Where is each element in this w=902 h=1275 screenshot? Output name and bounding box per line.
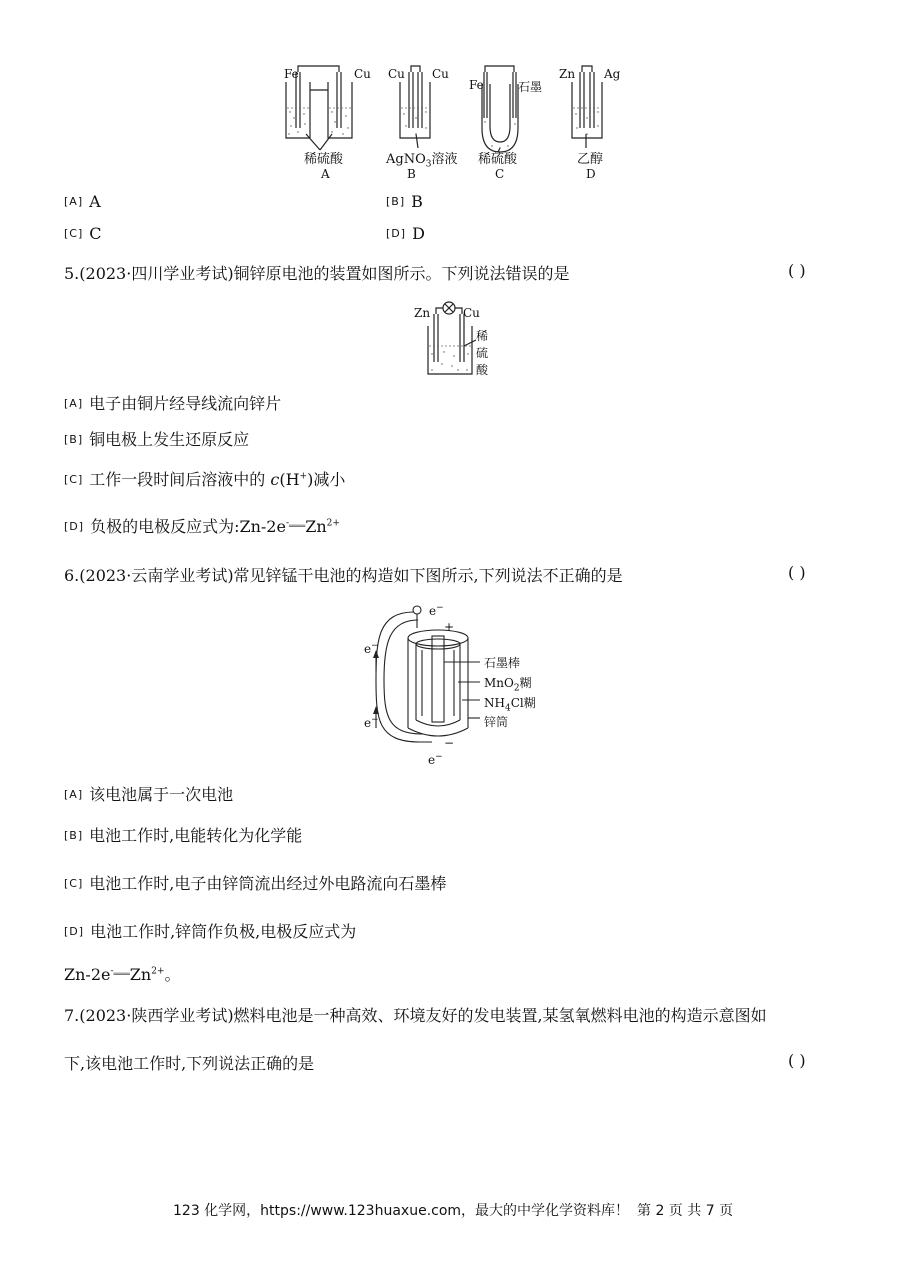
option-text: 铜电极上发生还原反应 [89, 430, 250, 449]
electrode-label: Zn [414, 306, 431, 320]
option-text: )减小 [307, 470, 346, 489]
option-tag: [B] [64, 433, 84, 446]
option-a[interactable] [64, 192, 101, 211]
footer-page-number: 第 2 页 共 7 页 [637, 1203, 734, 1219]
solution-label: 稀硫酸 [304, 152, 344, 167]
option-b[interactable] [386, 192, 423, 211]
solution-label: 稀硫酸 [478, 152, 518, 167]
option-text: 电子由铜片经导线流向锌片 [89, 394, 282, 413]
option-tag: [C] [64, 877, 84, 890]
option-c[interactable] [64, 467, 345, 490]
electrode-label: Cu [463, 306, 480, 320]
option-tag: [D] [64, 520, 85, 533]
question-6-stem: 6.(2023·云南学业考试)常见锌锰干电池的构造如下图所示,下列说法不正确的是 [64, 566, 623, 585]
option-text: 该电池属于一次电池 [89, 785, 234, 804]
figure-letter: B [407, 167, 416, 181]
option-text: B [411, 192, 423, 211]
option-tag: [A] [64, 195, 84, 208]
option-tag: [D] [386, 227, 407, 240]
option-tag: [A] [64, 397, 84, 410]
option-d[interactable] [64, 514, 340, 537]
electron-label: e− [364, 715, 379, 730]
electrode-label: 石墨 [518, 80, 543, 94]
answer-blank[interactable]: ( ) [788, 563, 806, 582]
question-7-stem-line1: 7.(2023·陕西学业考试)燃料电池是一种高效、环境友好的发电装置,某氢氧燃料电池的构造示意图如 [64, 1006, 767, 1025]
electron-label: e− [364, 641, 379, 656]
part-label: $NH_4Cl$糊 [484, 696, 536, 714]
solution-label: 稀 [476, 329, 489, 343]
option-tag: [B] [386, 195, 406, 208]
option-text: 电池工作时,锌筒作负极,电极反应式为 [90, 922, 357, 941]
electron-label: e− [428, 752, 443, 767]
option-text: 电池工作时,电子由锌筒流出经过外电路流向石墨棒 [89, 874, 447, 893]
option-tag: [A] [64, 788, 84, 801]
solution-label: AgNO$_3$溶液 [386, 152, 458, 170]
electrode-label: Cu [354, 67, 371, 81]
part-label: 石墨棒 [484, 656, 521, 670]
electrode-label: Fe [469, 78, 484, 92]
part-label: 锌筒 [484, 715, 509, 729]
figure-letter: A [321, 167, 330, 181]
minus-label: − [444, 736, 455, 750]
option-c[interactable] [64, 871, 446, 894]
electrode-label: Zn [559, 67, 576, 81]
charge-sup: - [285, 518, 289, 529]
figure-letter: D [586, 167, 596, 181]
plus-label: + [444, 620, 455, 634]
charge-sup: 2+ [326, 518, 340, 529]
solution-label: 酸 [476, 363, 489, 377]
option-text: C [89, 224, 102, 243]
concentration-symbol: c [270, 470, 280, 489]
part-label: MnO$_2$糊 [484, 676, 532, 694]
option-text: 电池工作时,电能转化为化学能 [89, 826, 303, 845]
option-c[interactable] [64, 224, 102, 243]
electrode-label: Fe [284, 67, 299, 81]
question-5-stem: 5.(2023·四川学业考试)铜锌原电池的装置如图所示。下列说法错误的是 [64, 264, 570, 283]
solution-label: 硫 [476, 346, 489, 360]
electrode-label: Ag [604, 67, 621, 81]
question-7-stem-line2: 下,该电池工作时,下列说法正确的是 [64, 1054, 315, 1073]
option-tag: [D] [64, 925, 85, 938]
option-a[interactable] [64, 782, 233, 805]
option-d[interactable] [64, 919, 356, 942]
option-text: D [412, 224, 425, 243]
option-tag: [C] [64, 227, 84, 240]
option-d-continuation: $Zn-2e^-═══Zn^{2+}$。 [64, 965, 181, 984]
option-text: A [89, 192, 101, 211]
figure-letter: C [495, 167, 505, 181]
solution-label: 乙醇 [577, 152, 604, 167]
answer-blank[interactable]: ( ) [788, 261, 806, 280]
option-a[interactable] [64, 391, 281, 414]
option-tag: [C] [64, 473, 84, 486]
charge-sup: + [299, 471, 308, 482]
option-text: 负极的电极反应式为:Zn-2e [90, 517, 286, 536]
option-tag: [B] [64, 829, 84, 842]
option-b[interactable] [64, 823, 302, 846]
electron-label: e− [429, 603, 444, 618]
option-text: Zn [305, 517, 327, 536]
footer-source[interactable]: 123 化学网，https://www.123huaxue.com，最大的中学化学资料库！ [173, 1203, 630, 1219]
electrode-label: Cu [388, 67, 405, 81]
option-text: (H [279, 470, 300, 489]
option-text: 工作一段时间后溶液中的 [89, 470, 271, 489]
equals-sign: ═══ [288, 522, 306, 532]
answer-blank[interactable]: ( ) [788, 1051, 806, 1070]
option-d[interactable] [386, 224, 425, 243]
option-b[interactable] [64, 427, 249, 450]
electrode-label: Cu [432, 67, 449, 81]
